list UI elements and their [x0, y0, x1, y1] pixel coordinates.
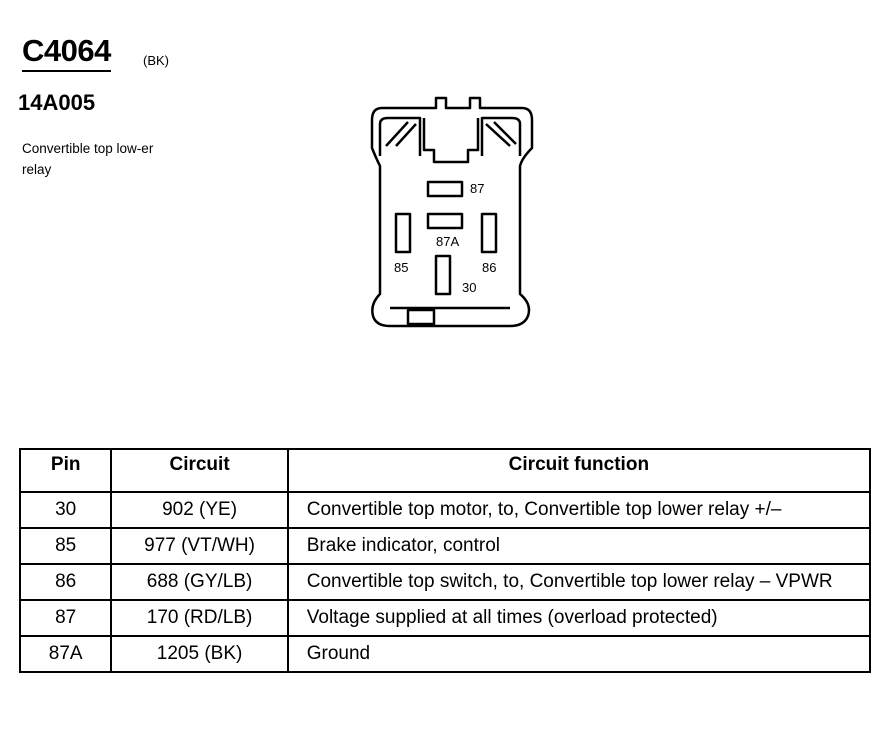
pin-cell: 30	[20, 492, 111, 528]
connector-rib	[386, 122, 408, 146]
circuit-cell: 902 (YE)	[111, 492, 287, 528]
pin-87-cavity	[428, 182, 462, 196]
pinout-table	[19, 448, 871, 673]
component-name: Convertible top low-er relay	[22, 141, 154, 177]
part-number: 14A005	[18, 90, 96, 115]
table-row	[20, 636, 870, 672]
function-cell: Voltage supplied at all times (overload protected)	[288, 600, 870, 636]
connector-body-outline	[372, 98, 532, 326]
connector-latch-left	[380, 118, 420, 156]
table-header-row	[20, 449, 870, 492]
pin-cell: 85	[20, 528, 111, 564]
circuit-cell: 170 (RD/LB)	[111, 600, 287, 636]
connector-bottom-tab	[408, 310, 434, 324]
pin-label-86: 86	[482, 260, 497, 275]
table-row	[20, 492, 870, 528]
pin-label-87: 87	[470, 181, 485, 196]
pin-30-cavity	[436, 256, 450, 294]
header-pin: Pin	[20, 449, 111, 492]
circuit-cell: 1205 (BK)	[111, 636, 287, 672]
connector-rib	[396, 124, 416, 146]
pin-label-87a: 87A	[436, 234, 460, 249]
pin-87a-cavity	[428, 214, 462, 228]
connector-latch-center	[424, 118, 478, 162]
pin-cell: 86	[20, 564, 111, 600]
circuit-cell: 688 (GY/LB)	[111, 564, 287, 600]
function-cell: Ground	[288, 636, 870, 672]
table-row	[20, 528, 870, 564]
pin-85-cavity	[396, 214, 410, 252]
header-circuit: Circuit	[111, 449, 287, 492]
circuit-cell: 977 (VT/WH)	[111, 528, 287, 564]
pin-label-85: 85	[394, 260, 409, 275]
table-row	[20, 564, 870, 600]
connector-face-diagram	[360, 94, 540, 334]
pin-label-30: 30	[462, 280, 477, 295]
connector-color: (BK)	[143, 53, 169, 68]
function-cell: Convertible top motor, to, Convertible top lower relay +/–	[288, 492, 870, 528]
table-row	[20, 600, 870, 636]
function-cell: Convertible top switch, to, Convertible top lower relay – VPWR	[288, 564, 870, 600]
header-circuit-function: Circuit function	[288, 449, 870, 492]
pin-cell: 87	[20, 600, 111, 636]
function-cell: Brake indicator, control	[288, 528, 870, 564]
pin-cell: 87A	[20, 636, 111, 672]
pin-86-cavity	[482, 214, 496, 252]
connector-id: C4064	[22, 34, 111, 72]
